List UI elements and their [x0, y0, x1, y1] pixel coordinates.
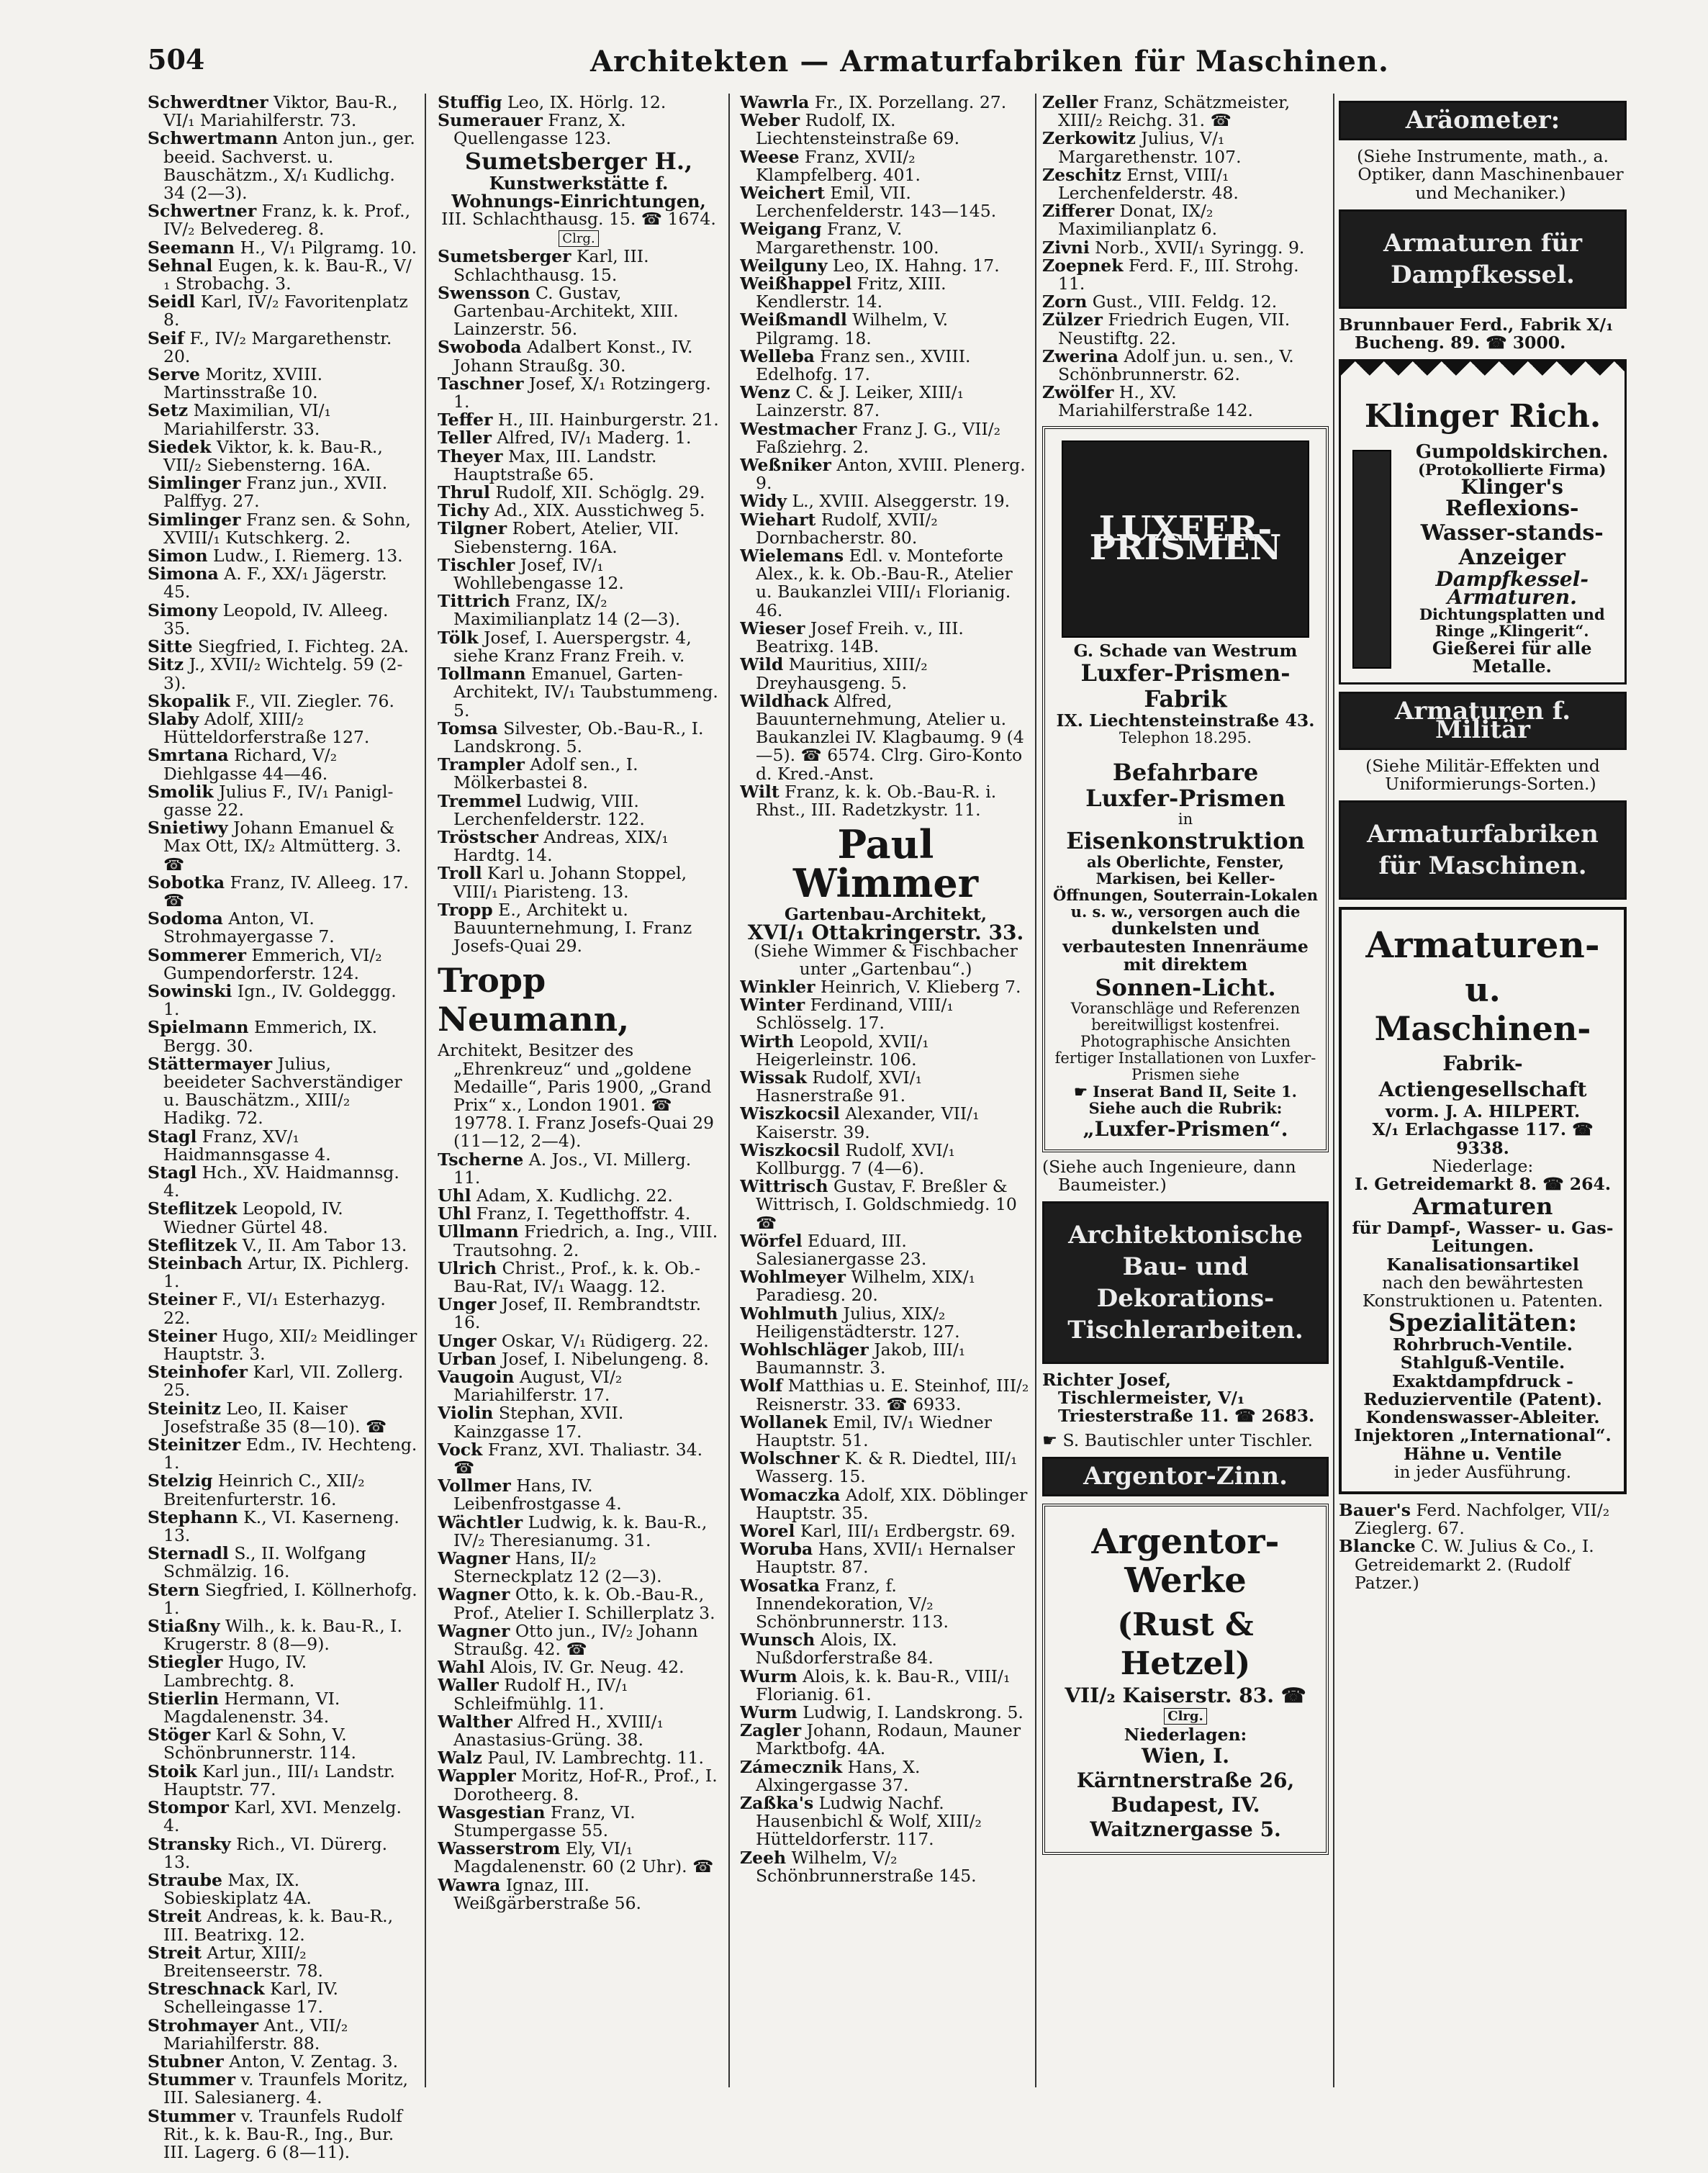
ad-text: Rohrbruch-Ventile. — [1393, 1334, 1573, 1355]
directory-entry: Wohlmeyer Wilhelm, XIX/₁ Paradiesg. 20. — [740, 1267, 976, 1306]
directory-entry: Zorn Gust., VIII. Feldg. 12. — [1042, 292, 1278, 312]
directory-entry: Zoepnek Ferd. F., III. Strohg. 11. — [1042, 255, 1299, 294]
directory-entry: Tropp E., Architekt u. Bauunternehmung, I. Franz Josefs-Quai 29. — [438, 899, 692, 957]
directory-entry: Stättermayer Julius, beeideter Sachverständiger u. Bauschätzm., XIII/₂ Hadikg. 72. — [148, 1053, 402, 1129]
ad-text: Voranschläge und Referenzen bereitwilligst kostenfrei. Photographische Ansichten fertiger Installationen von Luxfer-Prismen siehe — [1054, 999, 1316, 1083]
directory-entry: Straube Max, IX. Sobieskiplatz 4A. — [148, 1869, 312, 1909]
column-divider — [425, 94, 426, 2087]
directory-entry: Worel Karl, III/₁ Erdbergstr. 69. — [740, 1521, 1016, 1542]
directory-entry: Woruba Hans, XVII/₁ Hernalser Hauptstr. 87. — [740, 1539, 1015, 1578]
directory-entry: Wasserstrom Ely, VI/₁ Magdalenenstr. 60 (2 Uhr). ☎ — [438, 1838, 714, 1877]
ad-name: Klinger Rich. — [1364, 398, 1601, 435]
ad-text: Reflexions-Wasser-stands-Anzeiger — [1420, 495, 1604, 570]
directory-entry: Wollanek Emil, IV/₁ Wiedner Hauptstr. 51. — [740, 1411, 992, 1451]
column-3 — [740, 94, 1031, 1885]
directory-entry: Zagler Johann, Rodaun, Mauner Marktbofg. 4A. — [740, 1720, 1021, 1759]
directory-entry: Steinitzer Edm., IV. Hechteng. 1. — [148, 1435, 417, 1473]
directory-entry: Seidl Karl, IV/₂ Favoritenplatz 8. — [148, 292, 408, 330]
directory-entry: Schwertmann Anton jun., ger. beeid. Sachverst. u. Bauschätzm., X/₁ Kudlichg. 34 (2—3). — [148, 128, 415, 204]
directory-entry: Slaby Adolf, XIII/₂ Hütteldorferstraße 127. — [148, 708, 370, 748]
directory-entry: Unger Oskar, V/₁ Rüdigerg. 22. — [438, 1330, 709, 1351]
directory-entry: Tröstscher Andreas, XIX/₁ Hardtg. 14. — [438, 826, 669, 866]
ad-text: in — [1178, 810, 1193, 828]
directory-entry: Wolf Matthias u. E. Steinhof, III/₂ Reisnerstr. 33. ☎ 6933. — [740, 1375, 1029, 1414]
ad-text: (Protokollierte Firma) — [1417, 461, 1607, 479]
directory-entry: Stompor Karl, XVI. Menzelg. 4. — [148, 1797, 402, 1836]
directory-entry: Seif F., IV/₂ Margarethenstr. 20. — [148, 327, 392, 366]
directory-entry: Steinhofer Karl, VII. Zollerg. 25. — [148, 1362, 404, 1401]
directory-entry: Tittrich Franz, IX/₂ Maximilianplatz 14 (2—3). — [438, 591, 681, 630]
column-4 — [1042, 94, 1329, 1862]
section-heading: Armaturen f. Militär — [1339, 692, 1627, 749]
ad-name: u. Maschinen- — [1374, 970, 1591, 1049]
directory-entry: Winkler Heinrich, V. Klieberg 7. — [740, 976, 1021, 997]
directory-entry: Wappler Moritz, Hof-R., Prof., I. Dorotheerg. 8. — [438, 1766, 718, 1804]
directory-entry: Swoboda Adalbert Konst., IV. Johann Straußg. 30. — [438, 337, 693, 376]
illustration-caption: LUXFER-PRISMEN — [1089, 509, 1282, 568]
directory-entry: Tilgner Robert, Atelier, VII. Siebensterng. 16A. — [438, 518, 679, 557]
directory-entry: Simona A. F., XX/₁ Jägerstr. 45. — [148, 564, 387, 602]
ad-text: Hähne u. Ventile — [1404, 1443, 1562, 1464]
clearing-badge: Clrg. — [1164, 1708, 1207, 1725]
ad-text: Stahlguß-Ventile. — [1400, 1352, 1565, 1373]
column-5 — [1339, 94, 1627, 1592]
directory-entry: Wahl Alois, IV. Gr. Neug. 42. — [438, 1657, 684, 1678]
directory-entry: Strohmayer Ant., VII/₂ Mariahilferstr. 88. — [148, 2015, 348, 2054]
see-also-note: (Siehe Militär-Effekten und Uniformierungs-Sorten.) — [1365, 755, 1600, 795]
directory-entry: Zülzer Friedrich Eugen, VII. Neustiftg. 22. — [1042, 310, 1291, 348]
directory-entry: Tichy Ad., XIX. Ausstichweg 5. — [438, 500, 705, 521]
directory-entry: Wasgestian Franz, VI. Stumpergasse 55. — [438, 1802, 636, 1841]
directory-entry: Stiegler Hugo, IV. Lambrechtg. 8. — [148, 1652, 307, 1691]
luxfer-illustration — [1062, 441, 1309, 638]
directory-entry: Stephann K., VI. Kaserneng. 13. — [148, 1506, 399, 1546]
directory-entry: Weber Rudolf, IX. Liechtensteinstraße 69. — [740, 110, 960, 149]
section-heading: Aräometer: — [1339, 101, 1627, 140]
ad-text: Niederlage: — [1432, 1155, 1534, 1176]
directory-entry: Weißhappel Fritz, XIII. Kendlerstr. 14. — [740, 274, 946, 312]
directory-entry: Streit Andreas, k. k. Bau-R., III. Beatrixg. 12. — [148, 1906, 394, 1945]
directory-entry: Wohlmuth Julius, XIX/₂ Heiligenstädterstr. 127. — [740, 1303, 960, 1342]
directory-entry: Stummer v. Traunfels Rudolf Rit., k. k. Bau-R., Ing., Bur. III. Lagerg. 6 (8—11). — [148, 2105, 402, 2162]
ad-text: Gießerei für alle Metalle. — [1432, 638, 1592, 677]
directory-entry: Stern Siegfried, I. Köllnerhofg. 1. — [148, 1579, 417, 1618]
directory-entry: Tölk Josef, I. Auerspergstr. 4, siehe Kranz Franz Freih. v. — [438, 627, 692, 666]
section-heading: Architektonische Bau- und Dekorations-Tischlerarbeiten. — [1042, 1201, 1329, 1364]
directory-entry: Steinitz Leo, II. Kaiser Josefstraße 35 (8—10). ☎ — [148, 1398, 387, 1437]
directory-entry: Urban Josef, I. Nibelungeng. 8. — [438, 1348, 709, 1369]
ad-address: VII/₂ Kaiserstr. 83. ☎ — [1065, 1684, 1306, 1708]
ad-line: Kunstwerkstätte f. Wohnungs-Einrichtungen, — [451, 172, 706, 212]
directory-entry: Violin Stephan, XVII. Kainzgasse 17. — [438, 1403, 624, 1442]
directory-entry: Wawrla Fr., IX. Porzellang. 27. — [740, 94, 1007, 112]
directory-entry: Weißmandl Wilhelm, V. Pilgramg. 18. — [740, 310, 949, 348]
directory-entry: Sommerer Emmerich, VI/₂ Gumpendorferstr. 124. — [148, 944, 382, 983]
directory-entry: Streschnack Karl, IV. Schelleingasse 17. — [148, 1979, 339, 2018]
directory-entry: Sowinski Ign., IV. Goldeggg. 1. — [148, 980, 397, 1020]
directory-entry: Sodoma Anton, VI. Strohmayergasse 7. — [148, 908, 335, 947]
directory-entry: Wagner Otto, k. k. Ob.-Bau-R., Prof., Atelier I. Schillerplatz 3. — [438, 1584, 715, 1623]
directory-entry: Sitz J., XVII/₂ Wichtelg. 59 (2-3). — [148, 654, 403, 693]
see-also-note: (Siehe Instrumente, math., a. Optiker, dann Maschinenbauer und Mechaniker.) — [1357, 146, 1624, 203]
ad-text: dunkelsten und verbautesten Innenräume mit direktem — [1062, 918, 1309, 975]
directory-entry: Wurm Alois, k. k. Bau-R., VIII/₁ Florianig. 61. — [740, 1666, 1011, 1704]
directory-entry: Wawra Ignaz, III. Weißgärberstraße 56. — [438, 1874, 642, 1913]
directory-entry: Serve Moritz, XVIII. Martinsstraße 10. — [148, 364, 323, 403]
directory-entry: Wieser Josef Freih. v., III. Beatrixg. 14B. — [740, 618, 964, 657]
directory-entry: Simlinger Franz sen. & Sohn, XVIII/₁ Kutschkerg. 2. — [148, 509, 411, 548]
directory-entry: Ulrich Christ., Prof., k. k. Ob.-Bau-Rat, IV/₁ Waagg. 12. — [438, 1257, 700, 1296]
directory-entry: Stagl Franz, XV/₁ Haidmannsgasse 4. — [148, 1126, 331, 1165]
ad-address: IX. Liechtensteinstraße 43. — [1056, 710, 1315, 731]
directory-entry: Wolschner K. & R. Diedtel, III/₁ Wasserg. 15. — [740, 1448, 1018, 1487]
ad-text: Wien, I. Kärntnerstraße 26, Budapest, IV. Waitznergasse 5. — [1076, 1743, 1295, 1841]
directory-entry: Weigang Franz, V. Margarethenstr. 100. — [740, 219, 939, 258]
paul-wimmer-ad — [740, 821, 1031, 979]
entry-list — [740, 94, 1031, 819]
directory-entry: Wagner Otto jun., IV/₂ Johann Straußg. 42. ☎ — [438, 1620, 698, 1660]
see-also-note: ☛ S. Bautischler unter Tischler. — [1042, 1429, 1314, 1450]
directory-entry: Smolik Julius F., IV/₁ Panigl-gasse 22. — [148, 781, 394, 820]
directory-entry: Wächtler Ludwig, k. k. Bau-R., IV/₂ Theresianumg. 31. — [438, 1512, 708, 1550]
section-heading: Argentor-Zinn. — [1042, 1457, 1329, 1496]
column-divider — [1333, 94, 1334, 2087]
directory-entry: Blancke C. W. Julius & Co., I. Getreidemarkt 2. (Rudolf Patzer.) — [1339, 1536, 1594, 1592]
directory-entry: Zámecznik Hans, X. Alxingergasse 37. — [740, 1756, 921, 1795]
directory-entry: Weichert Emil, VII. Lerchenfelderstr. 143—145. — [740, 183, 997, 222]
directory-entry: Uhl Adam, X. Kudlichg. 22. — [438, 1185, 673, 1206]
directory-entry: Simony Leopold, IV. Alleeg. 35. — [148, 600, 389, 638]
ad-name: Argentor-Werke — [1091, 1522, 1280, 1601]
entry-list — [740, 978, 1031, 1885]
ad-body — [1404, 443, 1620, 675]
directory-entry: Stuffig Leo, IX. Hörlg. 12. — [438, 94, 667, 112]
ad-phone: Telephon 18.295. — [1119, 729, 1252, 747]
section-heading: Armaturfabriken für Maschinen. — [1339, 800, 1627, 900]
entry-list — [438, 94, 720, 148]
ad-name: Paul Wimmer — [792, 821, 979, 907]
see-also-note: (Siehe auch Ingenieure, dann Baumeister.) — [1042, 1156, 1296, 1195]
ad-line: (Siehe Wimmer & Fischbacher unter „Gartenbau“.) — [754, 940, 1018, 979]
ad-text: Architekt, Besitzer des „Ehrenkreuz“ und „goldene Medaille“, Paris 1900, „Grand Prix“ x., London 1901. ☎ 19778. I. Franz Josefs-Quai 29 (11—12, 2—4). — [438, 1040, 714, 1152]
ad-name: Fabrik-Actiengesellschaft — [1378, 1052, 1587, 1102]
directory-entry: Wosatka Franz, f. Innendekoration, V/₂ Schönbrunnerstr. 113. — [740, 1575, 949, 1632]
entry-list — [438, 1151, 720, 1913]
directory-entry: Zwölfer H., XV. Mariahilferstraße 142. — [1042, 382, 1253, 421]
directory-entry: Schwertner Franz, k. k. Prof., IV/₂ Belvedereg. 8. — [148, 201, 411, 240]
directory-entry: Vollmer Hans, IV. Leibenfrostgasse 4. — [438, 1476, 622, 1514]
directory-entry: Sehnal Eugen, k. k. Bau-R., V/₁ Strobachg. 3. — [148, 255, 412, 294]
directory-entry: Wiszkocsil Alexander, VII/₁ Kaiserstr. 39. — [740, 1103, 980, 1142]
directory-entry: Wild Mauritius, XIII/₂ Dreyhausgeng. 5. — [740, 654, 928, 693]
directory-entry: Steiner F., VI/₁ Esterhazyg. 22. — [148, 1289, 386, 1328]
entry-list — [1042, 94, 1329, 420]
directory-entry: Widy L., XVIII. Alseggerstr. 19. — [740, 491, 1011, 512]
directory-entry: Vock Franz, XVI. Thaliastr. 34. ☎ — [438, 1439, 703, 1478]
tropp-neumann-ad — [438, 961, 720, 1150]
directory-entry: Zaßka's Ludwig Nachf. Hausenbichl & Wolf, XIII/₂ Hütteldorferstr. 117. — [740, 1793, 982, 1850]
column-2 — [438, 94, 720, 1912]
directory-entry: Unger Josef, II. Rembrandtstr. 16. — [438, 1294, 702, 1333]
ad-text: I. Getreidemarkt 8. ☎ 264. — [1354, 1174, 1612, 1195]
directory-entry: Wohlschläger Jakob, III/₁ Baumannstr. 3. — [740, 1340, 966, 1378]
directory-entry: Richter Josef, Tischlermeister, V/₁ Triesterstraße 11. ☎ 2683. — [1042, 1370, 1315, 1427]
luxfer-ad — [1042, 426, 1329, 1152]
ad-text: nach den bewährtesten Konstruktionen u. Patenten. — [1362, 1272, 1604, 1311]
directory-entry: Winter Ferdinand, VIII/₁ Schlösselg. 17. — [740, 995, 954, 1034]
directory-entry: Simlinger Franz jun., XVII. Palffyg. 27. — [148, 473, 388, 512]
ad-text: X/₁ Erlachgasse 117. ☎ 9338. — [1372, 1119, 1594, 1158]
directory-entry: Zeller Franz, Schätzmeister, XIII/₂ Reichg. 31. ☎ — [1042, 94, 1291, 131]
directory-entry: Stöger Karl & Sohn, V. Schönbrunnerstr. 114. — [148, 1725, 356, 1763]
page-number: 504 — [148, 43, 205, 76]
directory-entry: Troll Karl u. Johann Stoppel, VIII/₁ Piaristeng. 13. — [438, 863, 687, 902]
directory-entry: Siedek Viktor, k. k. Bau-R., VII/₂ Siebensterng. 16A. — [148, 436, 383, 476]
directory-entry: Stransky Rich., VI. Dürerg. 13. — [148, 1833, 388, 1872]
directory-entry: Welleba Franz sen., XVIII. Edelhofg. 17. — [740, 345, 971, 385]
ad-text: vorm. J. A. HILPERT. — [1385, 1101, 1581, 1122]
ad-heading: Luxfer-Prismen — [1085, 785, 1285, 813]
directory-entry: Tscherne A. Jos., VI. Millerg. 11. — [438, 1149, 692, 1188]
entry-list — [148, 94, 417, 2161]
directory-entry: Steflitzek Leopold, IV. Wiedner Gürtel 48. — [148, 1198, 343, 1237]
directory-entry: Stagl Hch., XV. Haidmannsg. 4. — [148, 1162, 399, 1201]
ad-firm: G. Schade van Westrum — [1073, 640, 1298, 661]
directory-entry: Teffer H., III. Hainburgerstr. 21. — [438, 410, 719, 430]
ad-heading: Eisenkonstruktion — [1066, 827, 1305, 855]
directory-entry: Spielmann Emmerich, IX. Bergg. 30. — [148, 1017, 378, 1056]
directory-entry: Wittrisch Gustav, F. Breßler & Wittrisch, I. Goldschmiedg. 10 ☎ — [740, 1176, 1017, 1233]
directory-entry: Wilt Franz, k. k. Ob.-Bau-R. i. Rhst., III. Radetzkystr. 11. — [740, 781, 997, 820]
ad-text: Gumpoldskirchen. — [1415, 441, 1609, 464]
klinger-ad — [1339, 359, 1627, 685]
directory-entry: Taschner Josef, X/₁ Rotzingerg. 1. — [438, 373, 711, 412]
directory-entry: Steinbach Artur, IX. Pichlerg. 1. — [148, 1253, 410, 1292]
ad-text: ☛ Inserat Band II, Seite 1. Siehe auch die Rubrik: — [1074, 1082, 1297, 1117]
directory-entry: Wurm Ludwig, I. Landskrong. 5. — [740, 1702, 1024, 1723]
directory-entry: Stelzig Heinrich C., XII/₂ Breitenfurterstr. 16. — [148, 1470, 365, 1509]
ad-text: Kanalisationsartikel — [1386, 1254, 1579, 1275]
ad-name: (Rust & Hetzel) — [1117, 1607, 1254, 1683]
directory-entry: Stoik Karl jun., III/₁ Landstr. Hauptstr. 77. — [148, 1761, 396, 1799]
directory-entry: Sumetsberger Karl, III. Schlachthausg. 15. — [438, 246, 649, 285]
ad-text: Kondenswasser-Ableiter. — [1365, 1407, 1600, 1428]
directory-entry: Steiner Hugo, XII/₂ Meidlinger Hauptstr. 3. — [148, 1325, 417, 1365]
directory-entry: Streit Artur, XIII/₂ Breitenseerstr. 78. — [148, 1942, 323, 1981]
column-divider — [728, 94, 730, 2087]
ad-text: Injektoren „International“. — [1354, 1425, 1612, 1446]
ad-name: Armaturen- — [1365, 923, 1600, 967]
directory-entry: Wenz C. & J. Leiker, XIII/₁ Lainzerstr. 87. — [740, 382, 964, 421]
directory-entry: Setz Maximilian, VI/₁ Mariahilferstr. 33. — [148, 400, 331, 439]
entry-list — [438, 248, 720, 955]
section-heading: Armaturen für Dampfkessel. — [1339, 209, 1627, 309]
directory-entry: Zivni Norb., XVII/₁ Syringg. 9. — [1042, 237, 1305, 258]
directory-entry: Ullmann Friedrich, a. Ing., VIII. Trautsohng. 2. — [438, 1221, 718, 1260]
ad-line: III. Schlachthausg. 15. ☎ 1674. — [441, 209, 716, 230]
column-divider — [1035, 94, 1036, 2087]
directory-entry: Sobotka Franz, IV. Alleeg. 17. ☎ — [148, 872, 409, 911]
directory-entry: Thrul Rudolf, XII. Schöglg. 29. — [438, 482, 705, 503]
directory-entry: Wunsch Alois, IX. Nußdorferstraße 84. — [740, 1630, 934, 1668]
directory-entry: Wiehart Rudolf, XVII/₂ Dornbacherstr. 80. — [740, 509, 938, 548]
directory-entry: Bauer's Ferd. Nachfolger, VII/₂ Zieglerg. 67. — [1339, 1499, 1610, 1539]
directory-entry: Stummer v. Traunfels Moritz, III. Salesianerg. 4. — [148, 2069, 408, 2108]
directory-entry: Teller Alfred, IV/₁ Maderg. 1. — [438, 428, 692, 448]
ad-text: Dichtungsplatten und Ringe „Klingerit“. — [1419, 605, 1605, 641]
directory-entry: Sumerauer Franz, X. Quellengasse 123. — [438, 110, 626, 149]
directory-entry: Wiszkocsil Rudolf, XVI/₁ Kollburgg. 7 (4—6). — [740, 1139, 955, 1178]
argentor-ad — [1042, 1504, 1329, 1855]
water-gauge-icon — [1352, 450, 1391, 669]
directory-entry: Womaczka Adolf, XIX. Döblinger Hauptstr. 35. — [740, 1484, 1028, 1523]
directory-entry: Zifferer Donat, IX/₂ Maximilianplatz 6. — [1042, 201, 1218, 240]
directory-entry: Schwerdtner Viktor, Bau-R., VI/₁ Mariahilferstr. 73. — [148, 94, 398, 131]
directory-entry: Snietiwy Johann Emanuel & Max Ott, IX/₂ Altmütterg. 3. ☎ — [148, 818, 402, 875]
ad-name: Sumetsberger H., — [464, 147, 693, 175]
directory-entry: Zerkowitz Julius, V/₁ Margarethenstr. 107. — [1042, 128, 1242, 167]
directory-entry: Simon Ludw., I. Riemerg. 13. — [148, 546, 403, 566]
directory-entry: Brunnbauer Ferd., Fabrik X/₁ Bucheng. 89. ☎ 3000. — [1339, 314, 1614, 353]
directory-entry: Wörfel Eduard, III. Salesianergasse 23. — [740, 1230, 927, 1269]
directory-entry: Zeeh Wilhelm, V/₂ Schönbrunnerstraße 145. — [740, 1847, 977, 1886]
directory-entry: Weßniker Anton, XVIII. Plenerg. 9. — [740, 455, 1026, 494]
directory-entry: Uhl Franz, I. Tegetthoffstr. 4. — [438, 1203, 691, 1224]
ad-heading: Sonnen-Licht. — [1095, 973, 1276, 1001]
ad-name: Luxfer-Prismen-Fabrik — [1080, 659, 1291, 713]
directory-entry: Sternadl S., II. Wolfgang Schmälzig. 16. — [148, 1543, 366, 1582]
directory-entry: Swensson C. Gustav, Gartenbau-Architekt, XIII. Lainzerstr. 56. — [438, 282, 679, 340]
directory-entry: Wielemans Edl. v. Monteforte Alex., k. k. Ob.-Bau-R., Atelier u. Baukanzlei VIII/₁ Florianig. 46. — [740, 546, 1013, 620]
directory-entry: Weese Franz, XVII/₂ Klampfelberg. 401. — [740, 146, 921, 185]
ad-text: Niederlagen: — [1124, 1724, 1247, 1745]
directory-entry: Skopalik F., VII. Ziegler. 76. — [148, 690, 394, 711]
directory-entry: Zeschitz Ernst, VIII/₁ Lerchenfelderstr. 48. — [1042, 164, 1239, 204]
directory-entry: Weilguny Leo, IX. Hahng. 17. — [740, 255, 1000, 276]
directory-entry: Vaugoin August, VI/₂ Mariahilferstr. 17. — [438, 1367, 623, 1406]
clearing-badge: Clrg. — [559, 230, 598, 247]
hilpert-ad — [1339, 907, 1627, 1494]
directory-entry: Sitte Siegfried, I. Fichteg. 2A. — [148, 636, 410, 657]
column-1 — [148, 94, 417, 2161]
directory-entry: Tischler Josef, IV/₁ Wohllebengasse 12. — [438, 554, 624, 594]
directory-entry: Tomsa Silvester, Ob.-Bau-R., I. Landskrong. 5. — [438, 718, 704, 756]
sumetsberger-ad — [438, 148, 720, 248]
zigzag-border — [1341, 361, 1625, 390]
ad-text: als Oberlichte, Fenster, Markisen, bei Keller-Öffnungen, Souterrain-Lokalen u. s. w., versorgen auch die — [1052, 853, 1318, 921]
ad-line: XVI/₁ Ottakringerstr. 33. — [747, 921, 1024, 945]
ad-text: in jeder Ausführung. — [1393, 1461, 1572, 1482]
directory-entry: Wildhack Alfred, Bauunternehmung, Atelier u. Baukanzlei IV. Klagbaumg. 9 (4—5). ☎ 6574. Clrg. Giro-Konto d. Kred.-Anst. — [740, 690, 1024, 784]
directory-entry: Walther Alfred H., XVIII/₁ Anastasius-Grüng. 38. — [438, 1711, 664, 1750]
directory-entry: Westmacher Franz J. G., VII/₂ Faßziehrg. 2. — [740, 418, 1001, 457]
directory-entry: Wagner Hans, II/₂ Sterneckplatz 12 (2—3). — [438, 1548, 662, 1587]
directory-entry: Wissak Rudolf, XVI/₁ Hasnerstraße 91. — [740, 1067, 923, 1106]
entry-list — [1339, 1501, 1627, 1592]
directory-entry: Zwerina Adolf jun. u. sen., V. Schönbrunnerstr. 62. — [1042, 345, 1294, 385]
directory-entry: Tollmann Emanuel, Garten-Architekt, IV/₁ Taubstummeng. 5. — [438, 664, 718, 720]
directory-entry: Tremmel Ludwig, VIII. Lerchenfelderstr. 122. — [438, 790, 645, 829]
ad-heading: Spezialitäten: — [1388, 1309, 1578, 1338]
directory-entry: Stubner Anton, V. Zentag. 3. — [148, 2051, 399, 2072]
ad-name: Tropp Neumann, — [438, 961, 630, 1039]
directory-entry: Seemann H., V/₁ Pilgramg. 10. — [148, 237, 417, 258]
ad-text: Dampfkessel-Armaturen. — [1435, 566, 1589, 609]
directory-entry: Smrtana Richard, V/₂ Diehlgasse 44—46. — [148, 745, 338, 784]
directory-entry: Waller Rudolf H., IV/₁ Schleifmühlg. 11. — [438, 1675, 628, 1714]
directory-entry: Stierlin Hermann, VI. Magdalenenstr. 34. — [148, 1688, 340, 1727]
ad-heading: Befahrbare — [1112, 759, 1259, 787]
directory-entry: Stiaßny Wilh., k. k. Bau-R., I. Krugerstr. 8 (8—9). — [148, 1616, 402, 1655]
ad-line: Gartenbau-Architekt, — [784, 904, 988, 925]
directory-entry: Steflitzek V., II. Am Tabor 13. — [148, 1234, 407, 1255]
ad-text: Exaktdampfdruck - Reduzierventile (Patent). — [1363, 1370, 1602, 1409]
directory-entry: Theyer Max, III. Landstr. Hauptstraße 65. — [438, 446, 657, 484]
ad-text: „Luxfer-Prismen“. — [1083, 1116, 1288, 1141]
directory-entry: Walz Paul, IV. Lambrechtg. 11. — [438, 1748, 704, 1768]
directory-entry: Wirth Leopold, XVII/₁ Heigerleinstr. 106. — [740, 1031, 929, 1070]
ad-text: für Dampf-, Wasser- u. Gas-Leitungen. — [1352, 1218, 1614, 1257]
running-title: Architekten — Armaturfabriken für Maschinen. — [590, 45, 1389, 78]
ad-heading: Armaturen — [1412, 1193, 1553, 1221]
ad-text: Klinger's — [1460, 475, 1563, 500]
directory-entry: Trampler Adolf sen., I. Mölkerbastei 8. — [438, 754, 638, 793]
